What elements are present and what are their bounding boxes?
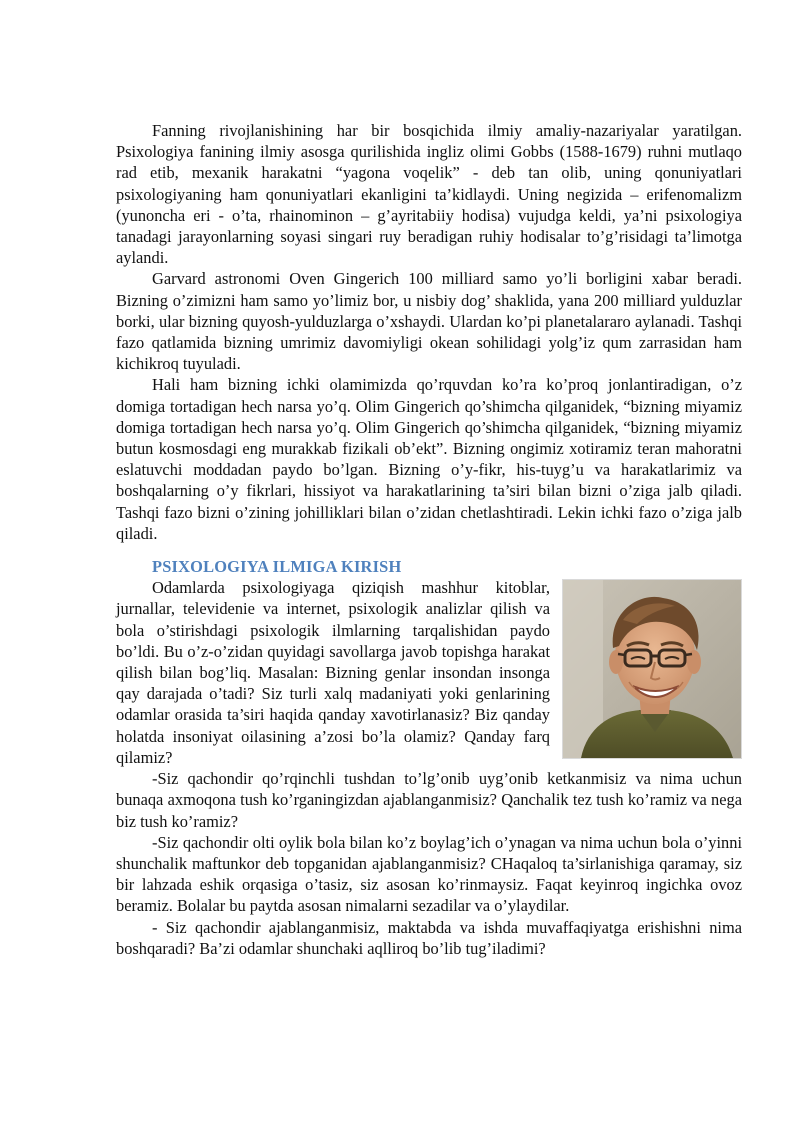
man-portrait-icon — [563, 580, 741, 758]
section-heading: PSIXOLOGIYA ILMIGA KIRISH — [152, 557, 402, 577]
document-body — [116, 120, 742, 959]
paragraph-5: -Siz qachondir qo’rqinchli tushdan to’lg’onib uyg’onib ketkanmisiz va nima uchun bunaqa axmoqona tush ko’rganingizdan ajablanganmisiz? Qanchalik tez tush ko’ramiz va nega biz tush ko’ramiz? — [116, 769, 742, 831]
paragraph-7: - Siz qachondir ajablanganmisiz, maktabda va ishda muvaffaqiyatga erishishni nima boshqaradi? Ba’zi odamlar shunchaki aqlliroq bo’lib tug’iladimi? — [116, 917, 742, 958]
paragraph-6: -Siz qachondir olti oylik bola bilan ko’z boylag’ich o’ynagan va nima uchun bola o’yinni shunchalik maftunkor deb topganidan ajablanganmisiz? CHaqaloq ta’sirlanishiga qaramay, siz bir lahzada eshik orqasiga o’tasiz, siz asosan ko’rinmaysiz. Faqat keyinroq ingichka ovoz beramiz. Bolalar bu paytda asosan nimalarni sezadilar va o’ylaydilar. — [116, 832, 742, 916]
paragraph-3: Hali ham bizning ichki olamimizda qo’rquvdan ko’ra ko’proq jonlantiradigan, o’z domiga tortadigan hech narsa yo’q. Olim Gingerich qo’shimcha qilganidek, “bizning miyamiz domiga tortadigan hech narsa yo’q. Olim Gingerich qo’shimcha qilganidek, “bizning miyamiz butun kosmosdagi eng murakkab fizikali ob’ekt”. Bizning ongimiz xotiramiz teran mahoratni eslatuvchi moddadan paydo bo’lgan. Bizning o’y-fikr, his-tuyg’u va harakatlarimiz va boshqalarning o’y fikrlari, hissiyot va harakatlarining ta’siri bilan bizni o’ziga jalb qiladi. Tashqi fazo bizni o’zining johilliklari bilan o’zidan chetlashtiradi. Lekin ichki fazo o’ziga jalb qiladi. — [116, 375, 742, 543]
paragraph-4: Odamlarda psixologiyaga qiziqish mashhur kitoblar, jurnallar, televidenie va internet, psixologik analizlar qilish va bola o’stirishdagi psixologik ilmlarning tarqalishidan paydo bo’ldi. Bu o’z-o’zidan quyidagi savollarga javob topishga harakat qilish bilan bog’liq. Masalan: Bizning genlar insondan insonga qay darajada o’tadi? Siz turli xalq madaniyati yoki genlarining odamlar orasida ta’siri haqida qanday xavotirlanasiz? Biz qanday holatda insoniyat oilasining a’zosi bo’la olamiz? Qanday farq qilamiz? — [116, 578, 550, 767]
paragraph-1: Fanning rivojlanishining har bir bosqichida ilmiy amaliy-nazariyalar yaratilgan. Psixologiya fanining ilmiy asosga qurilishida ingliz olimi Gobbs (1588-1679) ruhni mutlaqo rad etib, mexanik harakatni “yagona voqelik” - deb tan olib, uning qonuniyatlari psixologiyaning ham qonuniyatlari ekanligini ta’kidlaydi. Uning negizida – erifenomalizm (yunoncha eri - o’ta, rhainominon – g’ayritabiiy hodisa) vujudga keldi, ya’ni psixologiya tanadagi jarayonlarning soyasi singari ruy beradigan ruhiy hodisalar to’g’risidagi ta’limotga aylandi. — [116, 121, 742, 268]
paragraph-2: Garvard astronomi Oven Gingerich 100 milliard samo yo’li borligini xabar beradi. Bizning o’zimizni ham samo yo’limiz bor, u nisbiy dog’ shaklida, yana 200 milliard yulduzlar borki, ular bizning quyosh-yulduzlarga o’xshaydi. Ulardan ko’pi planetalararo aylanadi. Tashqi fazo qatlamida bizning umrimiz davomiyligi okean sohilidagi yolg’iz qum zarrasidan ham kichikroq tuyuladi. — [116, 269, 742, 374]
portrait-photo — [562, 579, 742, 759]
